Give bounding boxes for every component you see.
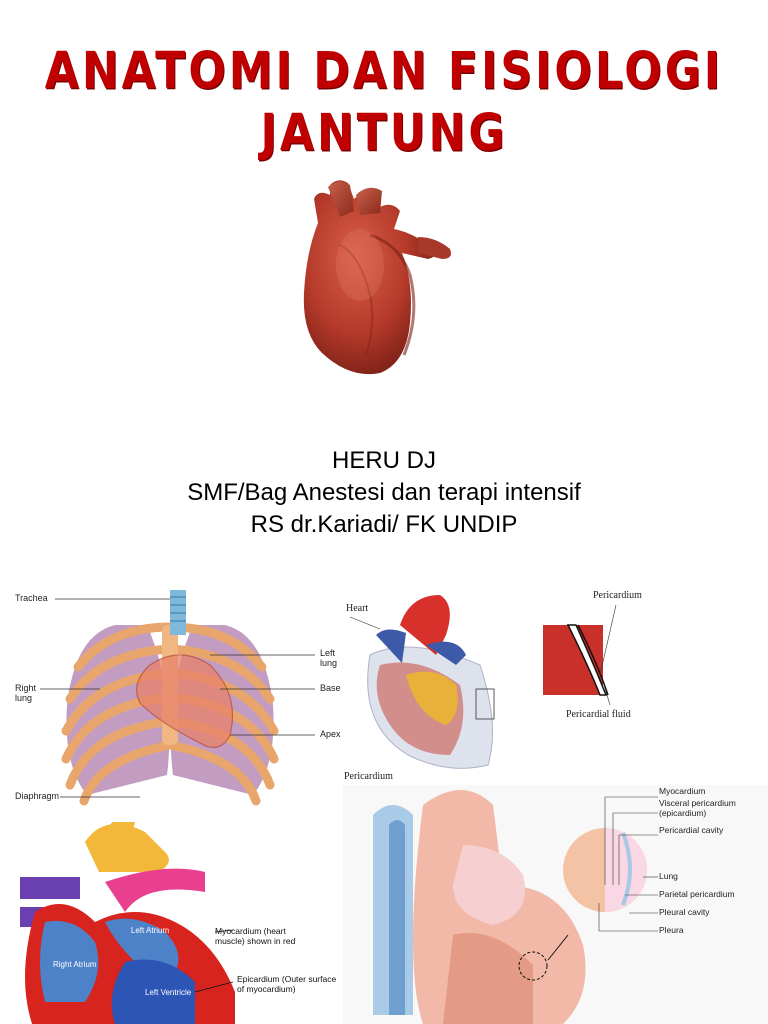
- pericardium-detail-drawing: [538, 585, 666, 725]
- label-lung: Lung: [659, 871, 678, 881]
- label-pericardial-cavity: Pericardial cavity: [659, 825, 724, 835]
- label-wall-myocardium: Myocardium: [659, 786, 706, 796]
- label-epicardium: Epicardium (Outer surface of myocardium): [237, 974, 337, 994]
- author-name: HERU DJ: [331, 447, 436, 474]
- label-pericardial-fluid: Pericardial fluid: [566, 709, 631, 720]
- heart-illustration: [300, 175, 470, 375]
- label-heart: Heart: [346, 603, 369, 614]
- label-left-lung: Left lung: [320, 648, 338, 668]
- label-pleural-cavity: Pleural cavity: [659, 907, 710, 917]
- thorax-drawing: [10, 585, 350, 815]
- label-left-ventricle: Left Ventricle: [145, 988, 192, 997]
- label-parietal-pericardium: Parietal pericardium: [659, 889, 735, 899]
- label-apex: Apex: [320, 729, 341, 739]
- label-left-atrium: Left Atrium: [130, 926, 170, 935]
- label-pericardium-top: Pericardium: [593, 590, 642, 601]
- thorax-anatomy-figure: [10, 585, 350, 815]
- pericardium-detail-figure: [538, 585, 666, 725]
- label-pericardium-bottom: Pericardium: [344, 771, 393, 782]
- label-visceral-pericardium: Visceral pericardium (epicardium): [659, 798, 736, 818]
- label-diaphragm: Diaphragm: [15, 791, 60, 801]
- label-right-atrium: Right Atrium: [53, 960, 97, 969]
- label-right-lung: Right lung: [15, 683, 37, 703]
- label-base: Base: [320, 683, 341, 693]
- heart-wall-layers-drawing: [343, 785, 768, 1024]
- pericardium-heart-figure: [340, 585, 500, 785]
- label-pleura: Pleura: [659, 925, 684, 935]
- label-myocardium: Myocardium (heart muscle) shown in red: [215, 926, 296, 946]
- pericardium-drawing: [340, 585, 500, 785]
- slide-title-line-1: ANATOMI DAN FISIOLOGI: [44, 42, 724, 101]
- label-trachea: Trachea: [15, 593, 48, 603]
- author-institution: RS dr.Kariadi/ FK UNDIP: [250, 511, 518, 538]
- heart-wall-layers-figure: [343, 785, 768, 1024]
- author-department: SMF/Bag Anestesi dan terapi intensif: [187, 479, 581, 506]
- slide-title-line-2: JANTUNG: [260, 104, 508, 163]
- heart-chambers-figure: [15, 822, 340, 1024]
